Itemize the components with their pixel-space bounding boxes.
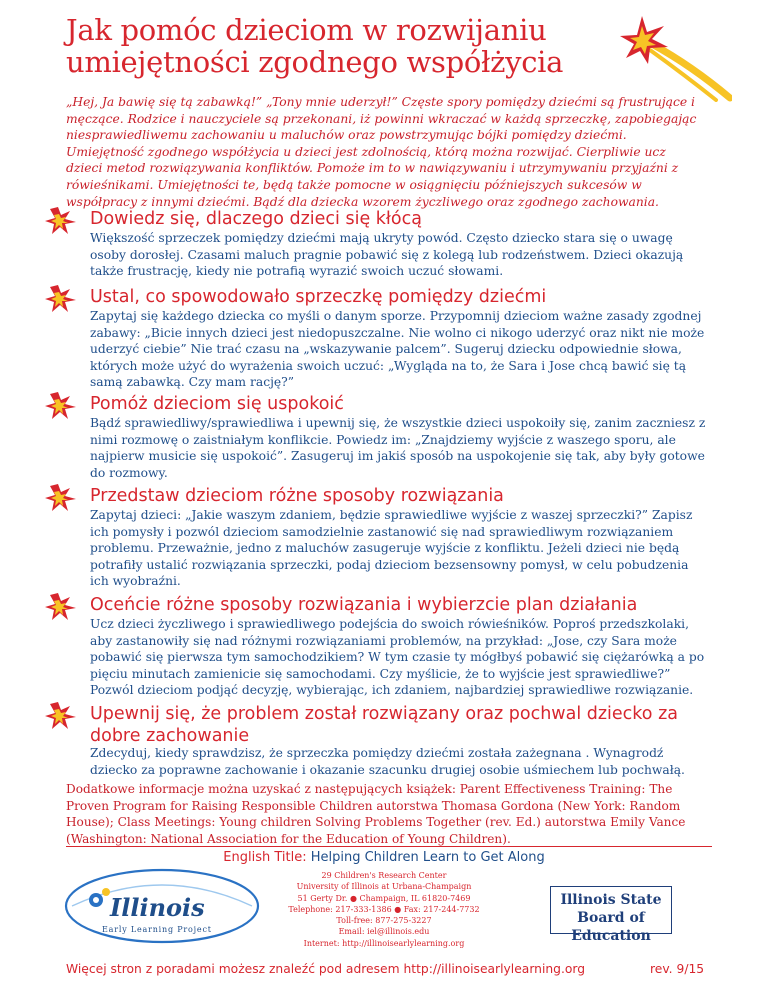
isbe-logo-line-2: Board of Education: [571, 910, 651, 944]
contact-line: 51 Gerty Dr. ● Champaign, IL 61820-7469: [297, 893, 471, 903]
section-body: Bądź sprawiedliwy/sprawiedliwa i upewnij się, że wszystkie dzieci uspokoiły się, zanim zaczniesz z nimi rozmowę o zaistniałym konflikcie. Powiedz im: „Znajdziemy wyjście z waszego sporu, ale najpierw musicie się uspokoić”. Zasugeruj im jakiś sposób na uspokojenie się tak, aby były gotowe do rozmowy.: [90, 416, 706, 480]
section-body: Zdecyduj, kiedy sprawdzisz, że sprzeczka pomiędzy dziećmi została zażegnana . Wynagrodź dziecko za poprawne zachowanie i okazanie szacunku drugiej osobie uśmiechem lub pochwałą.: [90, 746, 685, 777]
page-title-line-1: Jak pomóc dzieciom w rozwijaniu: [66, 13, 547, 47]
section-title: Pomóż dzieciom się uspokoić: [90, 394, 344, 414]
shooting-star-icon: [612, 14, 732, 102]
contact-line: University of Illinois at Urbana-Champaign: [296, 882, 472, 892]
star-bullet-icon: [44, 483, 78, 513]
star-bullet-icon: [44, 701, 78, 731]
english-title: [0, 850, 768, 865]
star-bullet-icon: [44, 592, 78, 622]
section-title: Dowiedz się, dlaczego dzieci się kłócą: [90, 209, 422, 229]
contact-email[interactable]: Email: iel@illinois.edu: [338, 927, 430, 937]
star-bullet-icon: [44, 391, 78, 421]
page-title: [66, 14, 626, 78]
section-body: Zapytaj dzieci: „Jakie waszym zdaniem, będzie sprawiedliwe wyjście z waszej sprzeczki?” Zapisz ich pomysły i pozwól dzieciom samodzielnie zastanowić się nad sprawiedliwym rozwiązaniem problemu. Przeważnie, jedno z maluchów zasugeruje wyjście z konfliktu. Jeżeli dzieci nie będą potrafiły ustalić rozwiązania sprzeczki, podaj dzieciom bezsensowny pomysł, w celu pobudzenia ich wyobraźni.: [90, 508, 693, 589]
contact-line: 29 Children's Research Center: [321, 871, 447, 880]
section-title: Przedstaw dzieciom różne sposoby rozwiązania: [90, 486, 504, 506]
divider: [66, 846, 712, 847]
section-body: Zapytaj się każdego dziecka co myśli o danym sporze. Przypomnij dzieciom ważne zasady zgodnej zabawy: „Bicie innych dzieci jest niedopuszczalne. Nie wolno ci nikogo uderzyć oraz nikt nie może uderzyć ciebie” Nie trać czasu na „wskazywanie palcem”. Sugeruj dziecku odpowiednie słowa, których może użyć do wyrażenia swoich uczuć: „Wygląda na to, że Sara i Jose chcą bawić się tą samą zabawką. Czy mam rację?”: [90, 309, 705, 390]
section-title: Upewnij się, że problem został rozwiązany oraz pochwal dziecko za dobre zachowanie: [90, 704, 678, 746]
logo-subtitle: Early Learning Project: [102, 925, 212, 934]
intro-paragraph: „Hej, Ja bawię się tą zabawką!” „Tony mnie uderzył!” Częste spory pomiędzy dziećmi są frustrujące i męczące. Rodzice i nauczyciele są przekonani, iż powinni wkraczać w każdą sprzeczkę, zapobiegając niesprawiedliwemu zachowaniu u maluchów oraz powstrzymując bójki pomiędzy dziećmi. Umiejętność zgodnego współżycia u dzieci jest zdolnością, którą można rozwijać. Cierpliwie ucz dzieci metod rozwiązywania konfliktów. Pomoże im to w nawiązywaniu i utrzymywaniu przyjaźni z rówieśnikami. Umiejętności te, będą także pomocne w osiągnięciu późniejszych sukcesów w współpracy z innymi dziećmi. Bądź dla dziecka wzorem życzliwego oraz zgodnego zachowania.: [66, 95, 697, 209]
section-title: Oceńcie różne sposoby rozwiązania i wybierzcie plan działania: [90, 595, 638, 615]
star-bullet-icon: [44, 284, 78, 314]
section-title: Ustal, co spowodowało sprzeczkę pomiędzy dziećmi: [90, 287, 547, 307]
contact-info: [270, 870, 498, 949]
page-title-line-2: umiejętności zgodnego współżycia: [66, 45, 564, 79]
isbe-logo-line-1: Illinois State: [560, 892, 662, 908]
isbe-logo: [550, 886, 672, 944]
contact-line: Toll-free: 877-275-3227: [336, 916, 432, 926]
additional-info: Dodatkowe informacje można uzyskać z następujących książek: Parent Effectiveness Training: The Proven Program for Raising Responsible Children autorstwa Thomasa Gordona (New York: Random House); Class Meetings: Young children Solving Problems Together (rev. Ed.) autorstwa Emily Vance (Washington: National Association for the Education of Young Children).: [66, 782, 686, 846]
star-bullet-icon: [44, 206, 78, 236]
footer-more-link[interactable]: Więcej stron z poradami możesz znaleźć pod adresem http://illinoisearlylearning.org: [66, 962, 586, 976]
contact-line: Telephone: 217-333-1386 ● Fax: 217-244-7732: [288, 904, 480, 914]
revision-date: rev. 9/15: [650, 962, 705, 976]
section-body: Ucz dzieci życzliwego i sprawiedliwego podejścia do swoich rówieśników. Poproś przedszkolaki, aby zastanowiły się nad różnymi rozwiązaniami problemów, na przykład: „Jose, czy Sara może pobawić się pierwsza tym samochodzikiem? W tym czasie ty mógłbyś pobawić się ciężarówką a po pięciu minutach zamienicie się samochodami. Czy myślicie, że to wyjście jest sprawiedliwe?” Pozwól dzieciom podjąć decyzję, wybierając, ich zdaniem, najbardziej sprawiedliwe rozwiązanie.: [90, 617, 705, 698]
english-title-label: English Title:: [223, 850, 307, 865]
contact-website[interactable]: Internet: http://illinoisearlylearning.org: [303, 938, 465, 948]
illinois-early-learning-project-logo: [62, 866, 262, 946]
section-body: Większość sprzeczek pomiędzy dziećmi mają ukryty powód. Często dziecko stara się o uwagę osoby dorosłej. Czasami maluch pragnie pobawić się z kolegą lub rodzeństwem. Dzieci okazują także frustrację, kiedy nie potrafią wyrazić swoich uczuć słowami.: [90, 231, 684, 279]
english-title-value: Helping Children Learn to Get Along: [310, 850, 545, 865]
logo-name: Illinois: [110, 893, 205, 922]
